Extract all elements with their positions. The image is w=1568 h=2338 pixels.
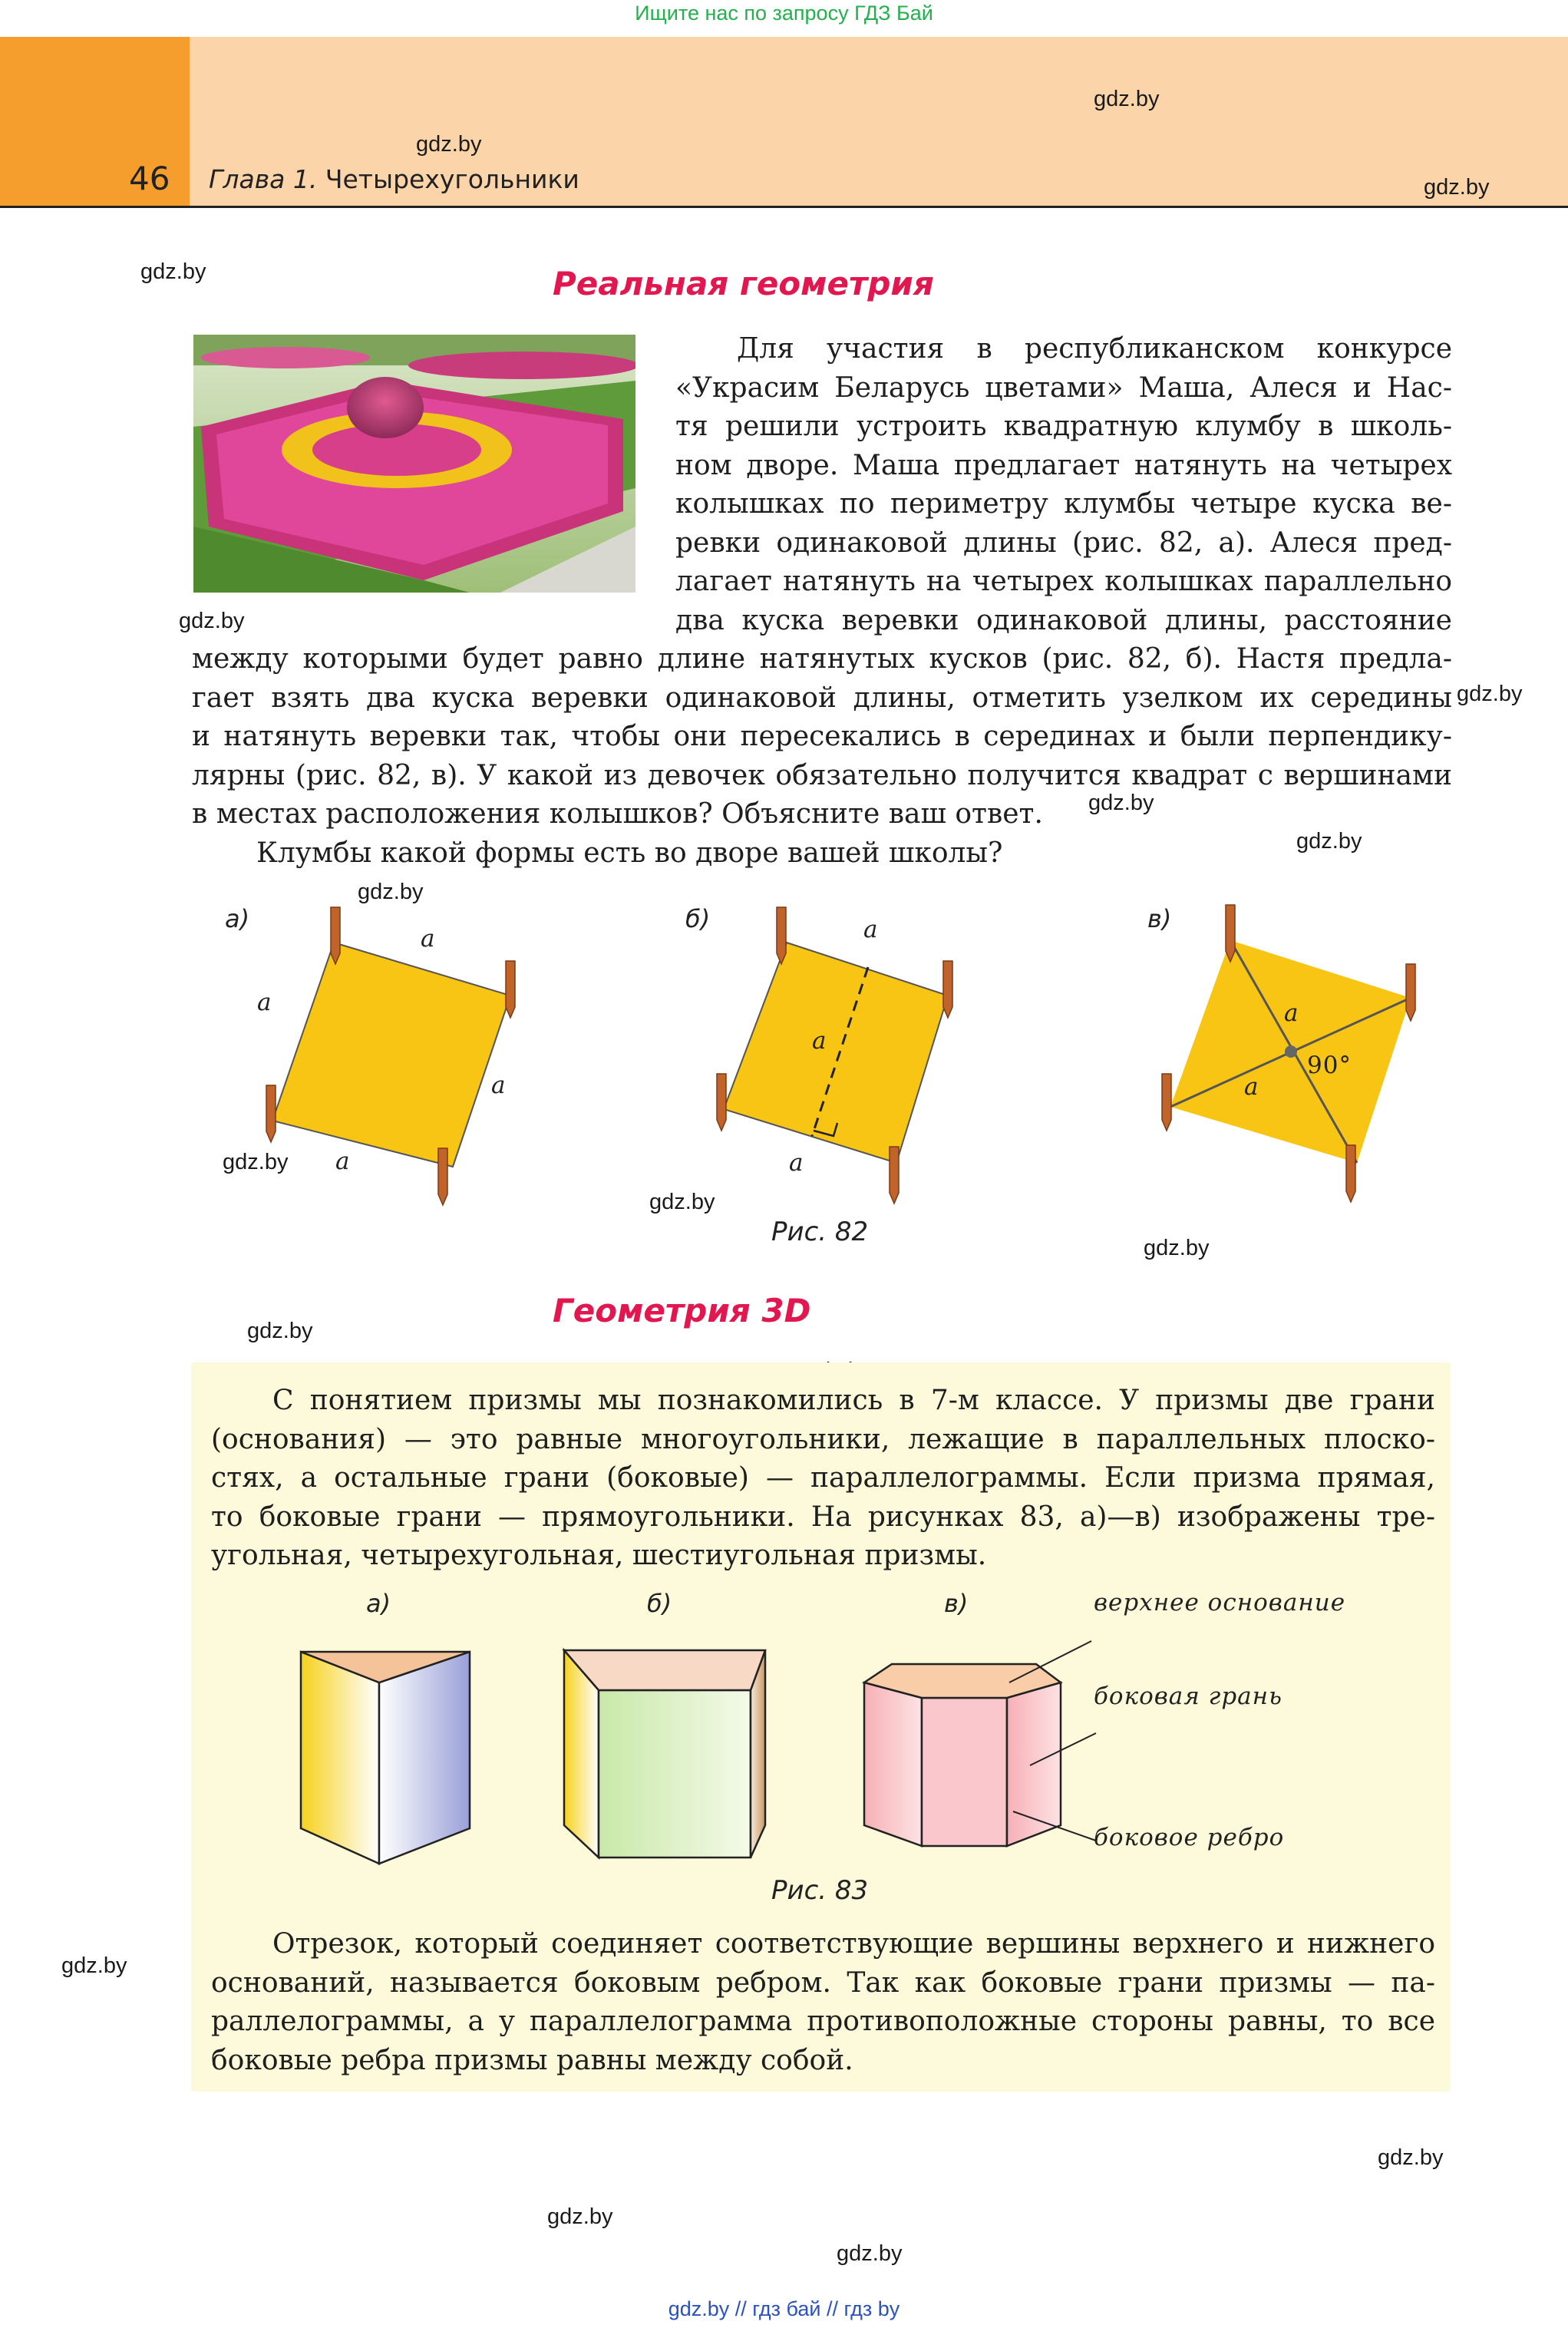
annotation-side-edge: боковое ребро bbox=[1094, 1824, 1285, 1851]
triangular-prism bbox=[301, 1652, 470, 1864]
figure-82-caption: Рис. 82 bbox=[771, 1217, 869, 1247]
flowerbed-photo bbox=[193, 335, 635, 593]
watermark: gdz.by bbox=[1378, 2145, 1444, 2170]
text-line: ревки одинаковой длины (рис. 82, а). Алеся пред- bbox=[675, 527, 1452, 559]
side-label: a bbox=[491, 1072, 507, 1099]
text-line: в местах расположения колышков? Объясните ваш ответ. bbox=[192, 798, 1043, 830]
hexagonal-prism bbox=[864, 1641, 1096, 1846]
chapter-title: Четырехугольники bbox=[325, 164, 579, 194]
side-label: a bbox=[421, 925, 436, 953]
text-line: (основания) — это равные многоугольники, лежащие в параллельных плоско- bbox=[211, 1423, 1435, 1455]
text-line: угольная, четырехугольная, шестиугольная призмы. bbox=[211, 1540, 987, 1571]
text-line: Для участия в республиканском конкурсе bbox=[737, 333, 1452, 365]
annotation-side-face: боковая грань bbox=[1094, 1683, 1282, 1710]
fig83-label-b: б) bbox=[647, 1589, 672, 1618]
bottom-note: gdz.by // гдз бай // гдз by bbox=[668, 2297, 900, 2320]
side-label: a bbox=[1284, 999, 1299, 1027]
fig82-label-a: а) bbox=[225, 904, 250, 933]
watermark: gdz.by bbox=[1457, 682, 1523, 706]
fig82-panel-a bbox=[266, 907, 515, 1205]
chapter-label: Глава 1. bbox=[209, 164, 318, 194]
watermark: gdz.by bbox=[61, 1953, 127, 1978]
annotation-top-base: верхнее основание bbox=[1094, 1589, 1346, 1616]
section-title-real-geometry: Реальная геометрия bbox=[553, 265, 934, 302]
text-line: два куска веревки одинаковой длины, расстояние bbox=[675, 604, 1452, 636]
text-line: тя решили устроить квадратную клумбу в школь- bbox=[675, 411, 1452, 442]
top-note: Ищите нас по запросу ГДЗ Бай bbox=[635, 2, 933, 25]
side-label: a bbox=[789, 1149, 804, 1177]
watermark: gdz.by bbox=[1144, 1236, 1210, 1260]
text-line: Отрезок, который соединяет соответствующие вершины верхнего и нижнего bbox=[272, 1928, 1435, 1960]
side-label: a bbox=[863, 916, 879, 943]
text-line: лагает натянуть на четырех колышках параллельно bbox=[675, 566, 1452, 597]
text-line: боковые ребра призмы равны между собой. bbox=[211, 2044, 853, 2076]
page-number: 46 bbox=[129, 160, 170, 197]
watermark: gdz.by bbox=[223, 1150, 289, 1174]
text-line: раллелограммы, а у параллелограмма противоположные стороны равны, то все bbox=[211, 2006, 1435, 2037]
watermark: gdz.by bbox=[1094, 87, 1160, 111]
watermark: gdz.by bbox=[1088, 791, 1154, 815]
figure-83-caption: Рис. 83 bbox=[771, 1875, 869, 1906]
text-line: между которыми будет равно длине натянутых кусков (рис. 82, б). Настя предла- bbox=[192, 643, 1452, 675]
text-line: стях, а остальные грани (боковые) — параллелограммы. Если призма прямая, bbox=[211, 1462, 1435, 1494]
watermark: gdz.by bbox=[140, 259, 206, 284]
text-line: лярны (рис. 82, в). У какой из девочек обязательно получится квадрат с вершинами bbox=[192, 759, 1452, 791]
angle-label: 90° bbox=[1307, 1052, 1352, 1079]
text-line: и натянуть веревки так, чтобы они пересекались в серединах и были перпендику- bbox=[192, 721, 1452, 752]
quadrangular-prism bbox=[564, 1650, 765, 1858]
watermark: gdz.by bbox=[1424, 175, 1490, 200]
fig82-panel-c bbox=[1162, 905, 1415, 1202]
fig82-label-b: б) bbox=[685, 904, 711, 933]
watermark: gdz.by bbox=[547, 2204, 613, 2229]
question-line: Клумбы какой формы есть во дворе вашей школы? bbox=[256, 837, 1003, 869]
fig83-label-c: в) bbox=[944, 1589, 969, 1618]
text-line: С понятием призмы мы познакомились в 7-м классе. У призмы две грани bbox=[272, 1385, 1435, 1416]
text-line: оснований, называется боковым ребром. Так как боковые грани призмы — па- bbox=[211, 1966, 1435, 1999]
watermark: gdz.by bbox=[416, 132, 482, 157]
text-line: «Украсим Беларусь цветами» Маша, Алеся и Нас- bbox=[675, 372, 1452, 404]
text-line: колышках по периметру клумбы четыре куска ве- bbox=[675, 488, 1452, 520]
text-line: то боковые грани — прямоугольники. На рисунках 83, а)—в) изображены тре- bbox=[211, 1501, 1435, 1533]
header-rule bbox=[0, 206, 1568, 208]
watermark: gdz.by bbox=[179, 609, 245, 633]
side-label: a bbox=[1244, 1073, 1259, 1101]
fig82-panel-b bbox=[717, 907, 952, 1204]
side-label: a bbox=[335, 1148, 351, 1175]
text-line: ном дворе. Маша предлагает натянуть на четырех bbox=[675, 449, 1452, 481]
fig82-label-c: в) bbox=[1147, 904, 1172, 933]
side-label: a bbox=[812, 1027, 827, 1055]
side-label: a bbox=[257, 989, 272, 1016]
fig83-label-a: а) bbox=[366, 1589, 391, 1618]
chapter-heading bbox=[209, 164, 579, 194]
text-line: гает взять два куска веревки одинаковой длины, отметить узелком их середины bbox=[192, 682, 1452, 714]
watermark: gdz.by bbox=[649, 1190, 715, 1214]
watermark: gdz.by bbox=[837, 2241, 903, 2266]
watermark: gdz.by bbox=[1296, 829, 1362, 854]
watermark: gdz.by bbox=[358, 880, 424, 904]
watermark: gdz.by bbox=[247, 1319, 313, 1343]
section-title-geometry-3d: Геометрия 3D bbox=[553, 1292, 811, 1329]
